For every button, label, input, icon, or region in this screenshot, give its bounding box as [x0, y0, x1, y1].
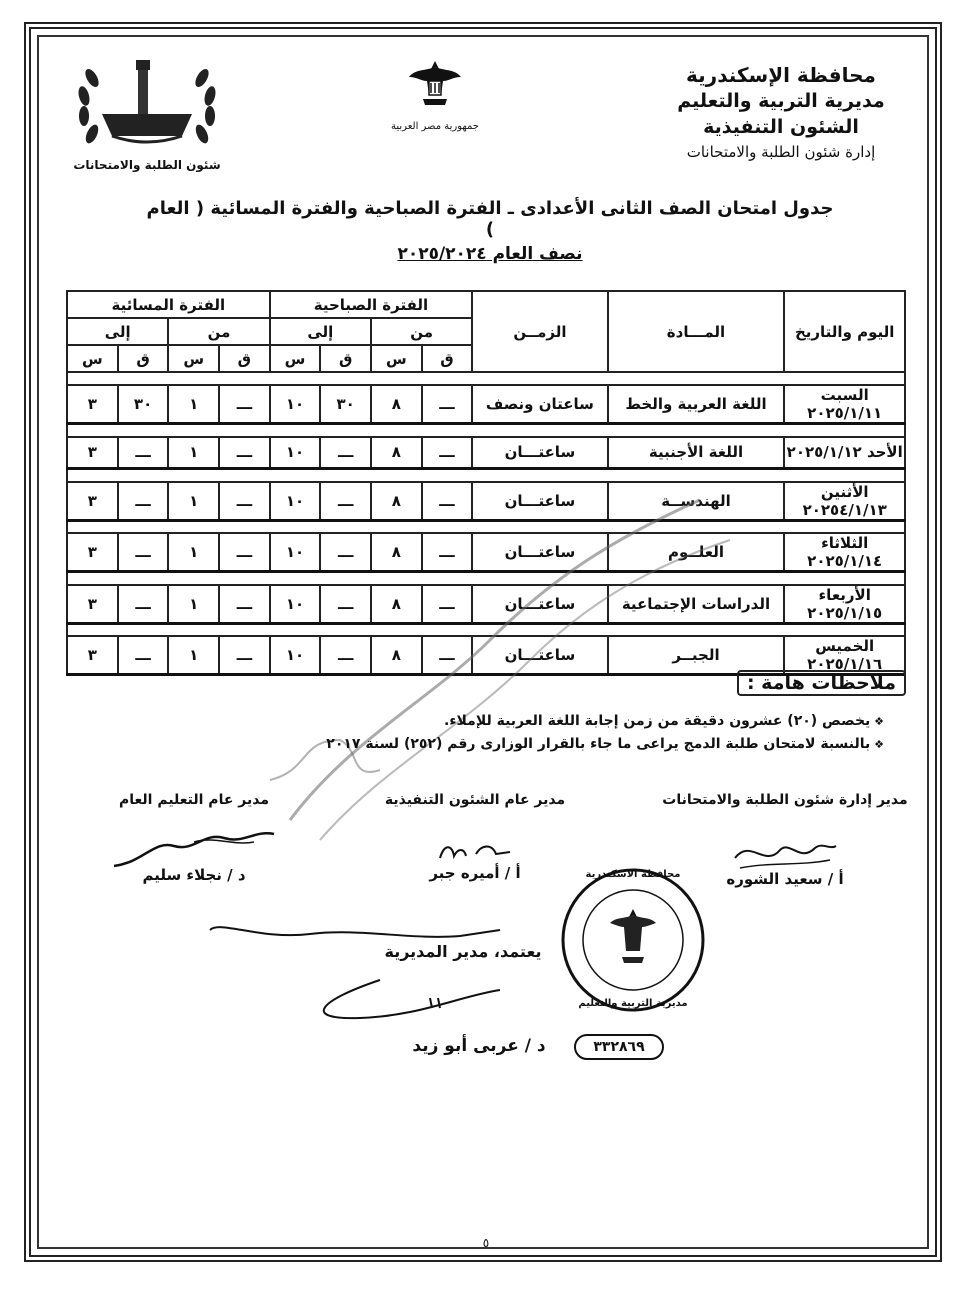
- header-morning: الفترة الصباحية: [270, 291, 473, 318]
- cell-duration: ساعتـــان: [472, 533, 607, 572]
- cell-subject: الدراسات الإجتماعية: [608, 585, 785, 624]
- cell-evening-to-hour: ٣: [67, 482, 118, 521]
- official-stamp: [558, 865, 708, 1015]
- cell-duration: ساعتـــان: [472, 482, 607, 521]
- header-evening-to: إلى: [67, 318, 168, 345]
- cell-evening-to-minute: ٣٠: [118, 385, 169, 424]
- header-hour: س: [168, 345, 219, 372]
- cell-morning-to-minute: ـــ: [320, 482, 371, 521]
- cell-evening-from-minute: ـــ: [219, 636, 270, 675]
- signature-role: مدير عام التعليم العام: [119, 792, 269, 808]
- header-day: اليوم والتاريخ: [784, 291, 905, 372]
- header-hour: س: [270, 345, 321, 372]
- cell-day: الأربعاء ٢٠٢٥/١/١٥: [784, 585, 905, 624]
- stamp-bottom-text: مديرية التربية والتعليم: [578, 998, 688, 1009]
- stamp-top-text: محافظة الاسكندرية: [585, 869, 681, 880]
- header-hour: س: [67, 345, 118, 372]
- header-duration: الزمــن: [472, 291, 607, 372]
- cell-duration: ساعتـــان: [472, 585, 607, 624]
- note-item: ❖ يخصص (٢٠) عشرون دقيقة من زمن إجابة اللغة العربية للإملاء.: [184, 710, 884, 733]
- logo-caption: شئون الطلبة والامتحانات: [73, 158, 221, 172]
- department-name: إدارة شئون الطلبة والامتحانات: [686, 143, 876, 161]
- header-morning-to: إلى: [270, 318, 371, 345]
- term-subtitle: نصف العام ٢٠٢٥/٢٠٢٤: [397, 244, 583, 264]
- cell-morning-to-hour: ١٠: [270, 385, 321, 424]
- cell-evening-to-minute: ـــ: [118, 636, 169, 675]
- cell-subject: اللغة العربية والخط: [608, 385, 785, 424]
- cell-morning-from-minute: ـــ: [422, 482, 473, 521]
- directorate-name: مديرية التربية والتعليم: [677, 90, 885, 112]
- page-number: ٥: [482, 1236, 490, 1250]
- governorate-name: محافظة الإسكندرية: [686, 63, 876, 87]
- cell-duration: ساعتـــان: [472, 437, 607, 469]
- cell-evening-from-hour: ١: [168, 482, 219, 521]
- table-row: [67, 437, 905, 469]
- emblem-caption: جمهورية مصر العربية: [391, 121, 479, 132]
- cell-evening-to-hour: ٣: [67, 437, 118, 469]
- header-morning-from: من: [371, 318, 472, 345]
- director-signature-icon: [200, 900, 560, 1030]
- signature-name: أ / سعيد الشوره: [726, 870, 844, 888]
- cell-evening-from-hour: ١: [168, 585, 219, 624]
- cell-subject: الهندســة: [608, 482, 785, 521]
- cell-evening-to-hour: ٣: [67, 533, 118, 572]
- cell-morning-from-hour: ٨: [371, 437, 422, 469]
- cell-morning-to-minute: ـــ: [320, 636, 371, 675]
- header-institution: [656, 62, 906, 164]
- cell-subject: اللغة الأجنبية: [608, 437, 785, 469]
- table-row: [67, 385, 905, 424]
- cell-subject: الجبــر: [608, 636, 785, 675]
- header-subject: المـــادة: [608, 291, 785, 372]
- cell-day: الأحد ٢٠٢٥/١/١٢: [784, 437, 905, 469]
- cell-morning-from-minute: ـــ: [422, 585, 473, 624]
- cell-morning-to-hour: ١٠: [270, 585, 321, 624]
- note-item: ❖ بالنسبة لامتحان طلبة الدمج يراعى ما جاء بالقرار الوزارى رقم (٢٥٢) لسنة ٢٠١٧: [184, 733, 884, 756]
- lighthouse-logo-icon: [62, 48, 232, 158]
- header-hour: س: [371, 345, 422, 372]
- handwritten-signature-icon: [104, 822, 284, 872]
- approval-label: يعتمد، مدير المديرية: [384, 942, 542, 961]
- signature-role: مدير عام الشئون التنفيذية: [384, 792, 566, 808]
- director-name: د / عربى أبو زيد: [412, 1036, 546, 1056]
- header-minute: ق: [118, 345, 169, 372]
- cell-morning-from-minute: ـــ: [422, 385, 473, 424]
- cell-evening-to-hour: ٣: [67, 636, 118, 675]
- cell-evening-to-hour: ٣: [67, 585, 118, 624]
- cell-morning-from-hour: ٨: [371, 585, 422, 624]
- signature-name: أ / أميره جبر: [429, 864, 521, 882]
- cell-morning-from-minute: ـــ: [422, 636, 473, 675]
- cell-evening-from-hour: ١: [168, 385, 219, 424]
- cell-duration: ساعتـــان: [472, 636, 607, 675]
- table-row: [67, 636, 905, 675]
- header-minute: ق: [320, 345, 371, 372]
- cell-morning-to-minute: ٣٠: [320, 385, 371, 424]
- cell-evening-from-minute: ـــ: [219, 437, 270, 469]
- eagle-icon: [405, 55, 465, 115]
- exam-schedule-table: [66, 290, 906, 676]
- cell-morning-from-hour: ٨: [371, 533, 422, 572]
- notes-title: ملاحظات هامة :: [737, 670, 906, 696]
- cell-evening-from-minute: ـــ: [219, 533, 270, 572]
- signature-role: مدير إدارة شئون الطلبة والامتحانات: [662, 792, 908, 808]
- page-title: جدول امتحان الصف الثانى الأعدادى ـ الفترة الصباحية والفترة المسائية ( العام ): [146, 198, 834, 240]
- cell-evening-from-hour: ١: [168, 533, 219, 572]
- eagle-emblem: [360, 55, 510, 132]
- cell-subject: العلــوم: [608, 533, 785, 572]
- header-minute: ق: [422, 345, 473, 372]
- signature-education-manager: [84, 792, 304, 902]
- header-minute: ق: [219, 345, 270, 372]
- cell-duration: ساعتان ونصف: [472, 385, 607, 424]
- cell-morning-to-hour: ١٠: [270, 636, 321, 675]
- serial-number: ٣٣٢٨٦٩: [574, 1034, 664, 1060]
- cell-evening-to-minute: ـــ: [118, 533, 169, 572]
- cell-morning-from-hour: ٨: [371, 385, 422, 424]
- cell-morning-from-hour: ٨: [371, 482, 422, 521]
- cell-evening-to-minute: ـــ: [118, 437, 169, 469]
- cell-morning-to-hour: ١٠: [270, 533, 321, 572]
- exams-logo: [62, 48, 232, 172]
- cell-evening-to-minute: ـــ: [118, 585, 169, 624]
- cell-evening-to-hour: ٣: [67, 385, 118, 424]
- cell-morning-from-hour: ٨: [371, 636, 422, 675]
- cell-evening-from-hour: ١: [168, 437, 219, 469]
- header-evening-from: من: [168, 318, 269, 345]
- cell-morning-to-hour: ١٠: [270, 437, 321, 469]
- signature-name: د / نجلاء سليم: [142, 866, 246, 884]
- table-row: [67, 585, 905, 624]
- stamp-circle-icon: [558, 865, 708, 1015]
- cell-day: الثلاثاء ٢٠٢٥/١/١٤: [784, 533, 905, 572]
- cell-evening-from-minute: ـــ: [219, 585, 270, 624]
- cell-morning-to-hour: ١٠: [270, 482, 321, 521]
- executive-affairs: الشئون التنفيذية: [703, 116, 859, 138]
- cell-morning-to-minute: ـــ: [320, 437, 371, 469]
- cell-morning-to-minute: ـــ: [320, 585, 371, 624]
- cell-morning-to-minute: ـــ: [320, 533, 371, 572]
- table-row: [67, 533, 905, 572]
- cell-evening-from-hour: ١: [168, 636, 219, 675]
- cell-evening-from-minute: ـــ: [219, 482, 270, 521]
- notes-list: [184, 710, 884, 756]
- cell-evening-from-minute: ـــ: [219, 385, 270, 424]
- cell-morning-from-minute: ـــ: [422, 533, 473, 572]
- cell-day: السبت ٢٠٢٥/١/١١: [784, 385, 905, 424]
- cell-morning-from-minute: ـــ: [422, 437, 473, 469]
- signature-executive-manager: [370, 792, 580, 902]
- cell-evening-to-minute: ـــ: [118, 482, 169, 521]
- cell-day: الأثنين ٢٠٢٥٤/١/١٣: [784, 482, 905, 521]
- cell-day: الخميس ٢٠٢٥/١/١٦: [784, 636, 905, 675]
- table-row: [67, 482, 905, 521]
- header-evening: الفترة المسائية: [67, 291, 270, 318]
